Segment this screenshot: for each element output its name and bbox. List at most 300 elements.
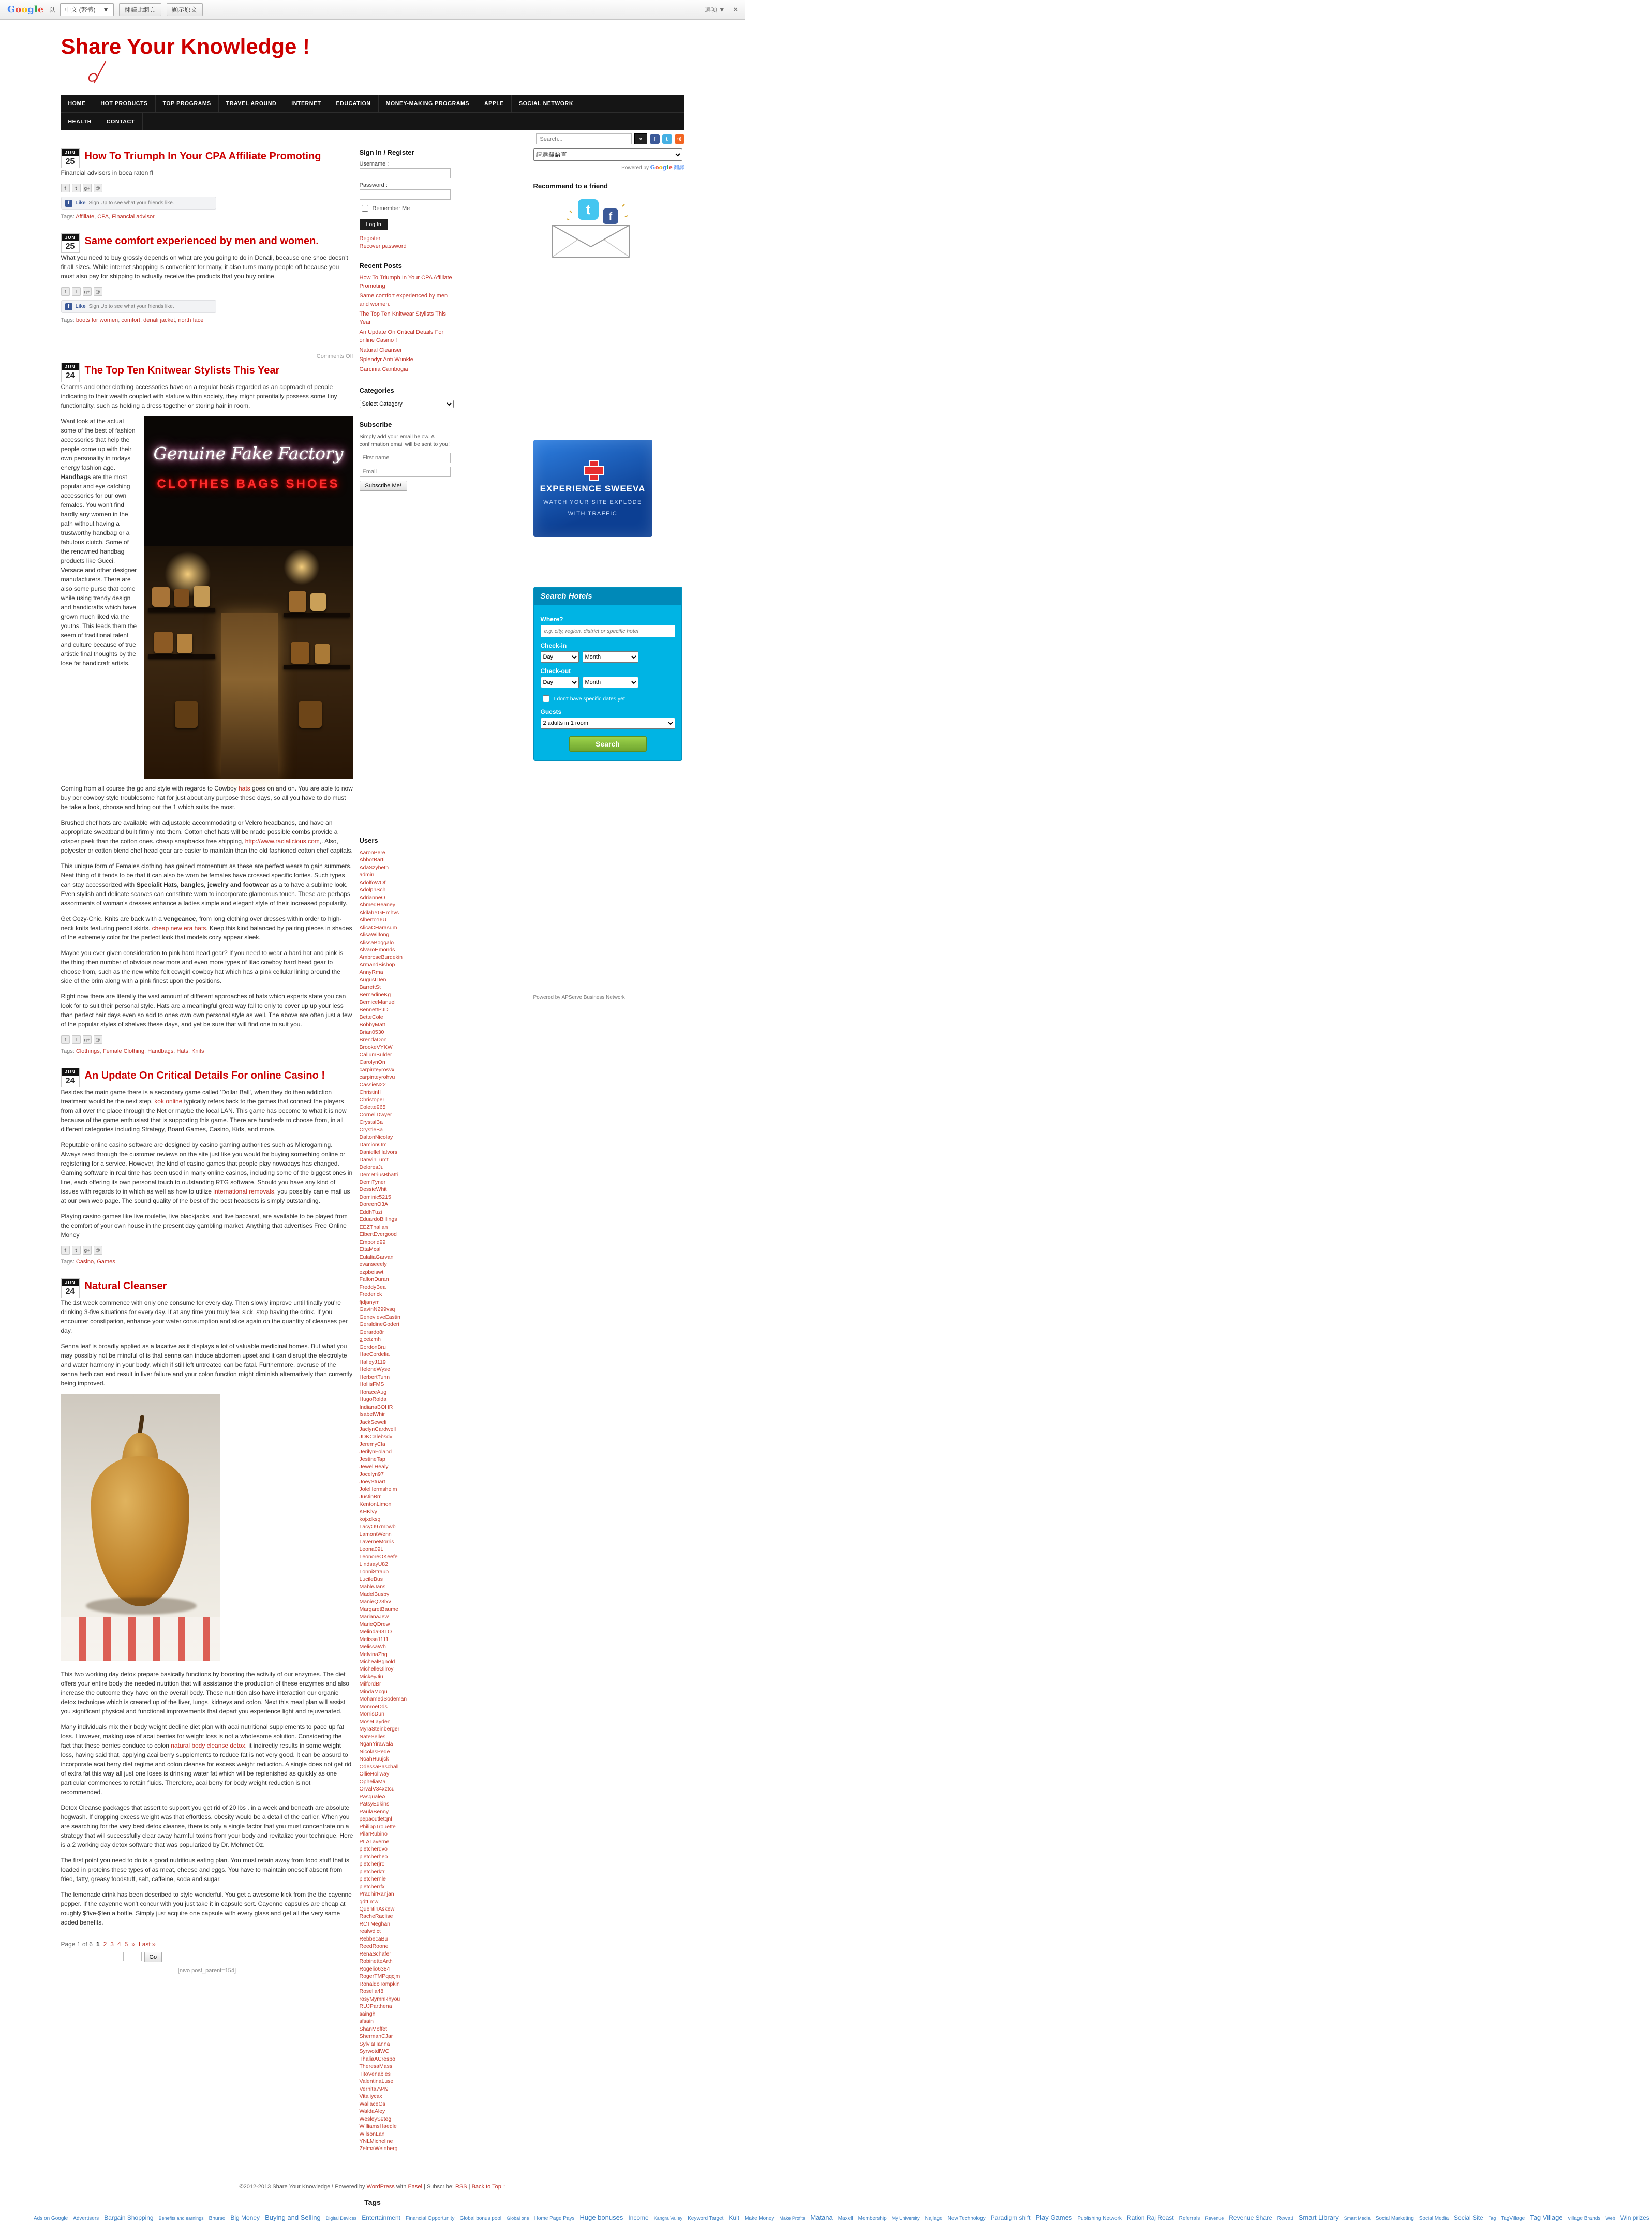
user-link[interactable]: Vernita7949 [359,2085,389,2092]
user-link[interactable]: WesleyS9teg [359,2115,392,2122]
user-link[interactable]: JestineTap [359,1456,385,1463]
user-link[interactable]: EduardoBillings [359,1216,397,1223]
translate-language-select[interactable] [60,3,113,16]
footer-tag-link[interactable]: Maxell [838,2216,853,2222]
register-link[interactable]: Register [359,235,381,242]
user-link[interactable]: JeremyCla [359,1441,385,1448]
user-link[interactable]: GeraldineGoderi [359,1321,399,1328]
user-link[interactable]: Emporid99 [359,1239,386,1245]
category-select[interactable] [360,400,454,408]
footer-tag-link[interactable]: Big Money [230,2214,260,2222]
facebook-share-icon[interactable]: f [61,287,70,296]
footer-tag-link[interactable]: Win prizes [1620,2214,1649,2222]
user-link[interactable]: PradhirRanjan [359,1891,394,1898]
footer-tag-link[interactable]: Ads on Google [34,2216,68,2222]
footer-tag-link[interactable]: Play Games [1035,2214,1073,2222]
user-link[interactable]: LaverneMorris [359,1539,394,1545]
user-link[interactable]: Gerardo8r [359,1329,384,1335]
mail-share-icon[interactable]: @ [94,184,102,192]
user-link[interactable]: ManieQ23lxv [359,1599,391,1605]
password-input[interactable] [360,189,451,200]
user-link[interactable]: WilliamsHaedle [359,2123,397,2130]
footer-tag-link[interactable]: Income [628,2214,649,2222]
user-link[interactable]: JDKCalebsdv [359,1434,393,1440]
user-link[interactable]: realwdict [359,1928,381,1935]
user-link[interactable]: MichelleGilroy [359,1666,394,1673]
user-link[interactable]: MelissaWh [359,1644,386,1650]
user-link[interactable]: RebbecaBu [359,1935,388,1942]
user-link[interactable]: Rosella48 [359,1988,384,1995]
gplus-share-icon[interactable]: g+ [83,1246,92,1255]
user-link[interactable]: MohamedSodeman [359,1696,407,1703]
footer-tag-link[interactable]: Kangra Valley [653,2216,683,2221]
user-link[interactable]: pepaoutletqnl [359,1816,392,1823]
user-link[interactable]: Rogelio6384 [359,1965,390,1972]
user-link[interactable]: fjdjanym [359,1299,380,1305]
user-link[interactable]: MorrisDun [359,1711,384,1718]
user-link[interactable]: ArmandBishop [359,961,395,968]
tag-link[interactable]: Clothings [76,1048,100,1054]
user-link[interactable]: AdaSzybeth [359,864,389,871]
user-link[interactable]: PhilippTrouette [359,1823,396,1830]
twitter-icon[interactable]: t [662,134,672,144]
gplus-share-icon[interactable]: g+ [83,287,92,296]
post-title[interactable]: The Top Ten Knitwear Stylists This Year [84,365,280,376]
user-link[interactable]: RonaldoTompkin [359,1980,400,1987]
user-link[interactable]: MarieQDrew [359,1621,390,1628]
recommend-envelope-graphic[interactable] [533,195,650,262]
user-link[interactable]: pletcherrfx [359,1883,385,1890]
user-link[interactable]: LeonoreOKeefe [359,1554,398,1560]
post-title[interactable]: An Update On Critical Details For online Casino ! [84,1070,325,1081]
user-link[interactable]: LucileBus [359,1576,383,1583]
apserve-credit[interactable]: Powered by APServe Business Network [533,995,625,1001]
footer-tag-link[interactable]: Membership [858,2216,887,2222]
user-link[interactable]: BernadineKg [359,991,391,998]
user-link[interactable]: pletcherdvo [359,1846,388,1853]
user-link[interactable]: MonroeDds [359,1703,388,1710]
user-link[interactable]: NicolasPede [359,1748,390,1755]
tag-link[interactable]: Casino [76,1259,94,1265]
user-link[interactable]: GordonBru [359,1344,386,1350]
user-link[interactable]: FreddyBea [359,1284,386,1290]
user-link[interactable]: AkilahYGHmhvs [359,909,399,916]
tag-link[interactable]: , Female Clothing [100,1048,144,1054]
user-link[interactable]: CornellDwyer [359,1111,392,1118]
user-link[interactable]: FallonDuran [359,1276,389,1283]
footer-tag-link[interactable]: Najlage [925,2216,943,2222]
user-link[interactable]: MickeyJiu [359,1673,383,1680]
user-link[interactable]: SylviaHanna [359,2040,390,2047]
user-link[interactable]: ReedRoone [359,1943,389,1950]
user-link[interactable]: TitoVenables [359,2070,391,2077]
user-link[interactable]: HaeCordelia [359,1351,390,1358]
checkin-month-select[interactable] [583,651,638,663]
checkout-day-select[interactable] [541,677,579,688]
user-link[interactable]: Colette965 [359,1104,386,1111]
user-link[interactable]: JoeyStuart [359,1479,385,1485]
footer-tag-link[interactable]: Kult [728,2214,740,2222]
user-link[interactable]: DessieWhit [359,1186,387,1193]
inline-link[interactable]: Easel [408,2183,422,2190]
user-link[interactable]: GenevieveEastin [359,1314,400,1320]
user-link[interactable]: CrystleBa [359,1126,383,1133]
user-link[interactable]: HugoRolda [359,1396,387,1403]
recent-post-link[interactable]: An Update On Critical Details For online Casino ! [359,329,444,344]
tag-link[interactable]: Affiliate [76,214,95,220]
page-jump-input[interactable] [123,1952,142,1961]
user-link[interactable]: BrendaDon [359,1036,387,1043]
user-link[interactable]: Alberto16U [359,917,387,923]
user-link[interactable]: AlisaWilfong [359,932,390,938]
recent-post-link[interactable]: Splendyr Anti Wrinkle [359,356,413,363]
inline-link[interactable]: http://www.racialicious.com [245,838,320,845]
footer-tag-link[interactable]: Social Site [1454,2214,1483,2222]
user-link[interactable]: DaltonNicolay [359,1134,393,1141]
inline-link[interactable]: international removals [213,1188,274,1195]
user-link[interactable]: DoreenO3A [359,1201,388,1208]
footer-tag-link[interactable]: Social Marketing [1375,2216,1414,2222]
twitter-share-icon[interactable]: t [72,1246,81,1255]
user-link[interactable]: BarrettSt [359,984,381,991]
user-link[interactable]: evanseeely [359,1261,387,1268]
user-link[interactable]: HollisFMS [359,1381,384,1388]
user-link[interactable]: RenaSchafer [359,1950,391,1957]
nav-item[interactable]: APPLE [477,95,512,112]
facebook-share-icon[interactable]: f [61,184,70,192]
inline-link[interactable]: cheap new era hats [152,924,206,932]
tag-link[interactable]: , Games [94,1259,115,1265]
footer-tag-link[interactable]: Social Media [1419,2216,1449,2222]
user-link[interactable]: AnnyRma [359,969,383,976]
footer-tag-link[interactable]: Web [1605,2216,1615,2221]
mail-share-icon[interactable]: @ [94,287,102,296]
user-link[interactable]: ElbertEvergood [359,1231,397,1238]
user-link[interactable]: OrvalV34xztcu [359,1786,395,1793]
user-link[interactable]: PatsyEdkins [359,1801,390,1808]
user-link[interactable]: NganYirawala [359,1741,393,1748]
user-link[interactable]: TheresaMass [359,2063,393,2070]
user-link[interactable]: PilarRubino [359,1831,388,1838]
user-link[interactable]: QuentinAskew [359,1905,395,1912]
user-link[interactable]: LindsayU82 [359,1561,388,1568]
user-link[interactable]: EulaliaGarvan [359,1254,394,1260]
user-link[interactable]: LonniStraub [359,1569,389,1575]
user-link[interactable]: Brian0530 [359,1029,384,1036]
user-link[interactable]: SyrwotdlWC [359,2048,390,2055]
remember-me-checkbox[interactable] [362,205,368,212]
user-link[interactable]: HalleyJ119 [359,1359,386,1365]
user-link[interactable]: MadelBusby [359,1591,390,1598]
footer-tag-link[interactable]: Bhurse [209,2216,226,2222]
mail-share-icon[interactable]: @ [94,1246,102,1255]
footer-tag-link[interactable]: Financial Opportunity [406,2216,455,2222]
recent-post-link[interactable]: Same comfort experienced by men and women. [359,292,448,307]
user-link[interactable]: carpinteyrohvu [359,1074,395,1081]
footer-tag-link[interactable]: New Technology [947,2216,986,2222]
firstname-input[interactable] [360,453,451,463]
user-link[interactable]: KentonLimon [359,1501,392,1508]
user-link[interactable]: JewellHealy [359,1464,389,1470]
footer-tag-link[interactable]: Make Money [745,2216,775,2222]
footer-tag-link[interactable]: My University [891,2216,920,2221]
user-link[interactable]: HoraceAug [359,1389,387,1395]
user-link[interactable]: gjceizmh [359,1336,381,1343]
user-link[interactable]: pletchernle [359,1876,386,1883]
user-link[interactable]: ShanMoffet [359,2025,388,2032]
user-link[interactable]: DamionOm [359,1141,387,1148]
nav-item[interactable]: TOP PROGRAMS [156,95,219,112]
user-link[interactable]: JaclynCardwell [359,1426,396,1433]
user-link[interactable]: MableJans [359,1584,386,1590]
user-link[interactable]: MilfordBr [359,1681,381,1688]
user-link[interactable]: EddhTuzi [359,1209,382,1215]
user-link[interactable]: ValentinaLuse [359,2078,394,2085]
twitter-share-icon[interactable]: t [72,1035,81,1044]
user-link[interactable]: WallaceOs [359,2100,385,2107]
user-link[interactable]: IsabelWhir [359,1411,385,1418]
user-link[interactable]: qdtLmw [359,1898,379,1905]
post-title[interactable]: Natural Cleanser [84,1280,167,1292]
user-link[interactable]: MelvinaZhg [359,1651,388,1658]
user-link[interactable]: ZelmaWeinberg [359,2145,398,2152]
user-link[interactable]: DarwinLumt [359,1156,389,1163]
recent-post-link[interactable]: The Top Ten Knitwear Stylists This Year [359,310,447,325]
rss-icon[interactable]: •)) [675,134,684,144]
footer-tag-link[interactable]: Publishing Network [1077,2216,1122,2222]
footer-tag-link[interactable]: Digital Devices [325,2216,357,2221]
tag-link[interactable]: , Hats [173,1048,188,1054]
language-select[interactable] [533,148,682,161]
tag-link[interactable]: , Financial advisor [109,214,155,220]
inline-link[interactable]: hats [239,785,250,792]
footer-tag-link[interactable]: Bargain Shopping [104,2214,154,2222]
user-link[interactable]: pletcherktr [359,1868,385,1875]
user-link[interactable]: LamontWenn [359,1531,392,1538]
user-link[interactable]: HeleneWyse [359,1366,390,1373]
user-link[interactable]: PasqualeA [359,1793,386,1800]
no-dates-checkbox[interactable] [543,695,549,702]
user-link[interactable]: Melinda93TO [359,1629,392,1635]
user-link[interactable]: AugustDen [359,976,386,983]
user-link[interactable]: EttaMcall [359,1246,382,1253]
twitter-share-icon[interactable]: t [72,287,81,296]
last-page-link[interactable]: Last » [139,1941,156,1948]
user-link[interactable]: BobbyMatt [359,1021,385,1028]
user-link[interactable]: JerilynFoland [359,1449,392,1455]
translate-options-menu[interactable]: 選項 ▼ [705,6,725,13]
search-button[interactable]: » [634,133,647,144]
footer-tag-link[interactable]: Referrals [1179,2216,1200,2222]
user-link[interactable]: BrookeVYKW [359,1044,393,1051]
footer-tag-link[interactable]: Tag Village [1530,2214,1563,2222]
tag-link[interactable]: , denali jacket [140,317,175,323]
user-link[interactable]: AbbotBarti [359,857,385,863]
nav-item[interactable]: HOT PRODUCTS [93,95,155,112]
recent-post-link[interactable]: How To Triumph In Your CPA Affiliate Promoting [359,275,452,289]
footer-tag-link[interactable]: Tag [1488,2216,1496,2221]
hotel-where-input[interactable] [541,625,675,637]
footer-tag-link[interactable]: Ration Raj Roast [1126,2214,1174,2222]
user-link[interactable]: AlicaCHarasum [359,924,397,931]
user-link[interactable]: OdessaPaschall [359,1763,399,1770]
checkout-month-select[interactable] [583,677,638,688]
user-link[interactable]: CallumBulder [359,1051,392,1058]
user-link[interactable]: GavinN299vsq [359,1306,395,1313]
recent-post-link[interactable]: Garcinia Cambogia [359,366,408,373]
user-link[interactable]: admin [359,872,375,878]
nav-item[interactable]: SOCIAL NETWORK [512,95,581,112]
page-5-link[interactable]: 5 [124,1941,128,1948]
twitter-share-icon[interactable]: t [72,184,81,192]
user-link[interactable]: MargaretBaume [359,1606,398,1613]
page-3-link[interactable]: 3 [110,1941,114,1948]
next-page-link[interactable]: » [131,1941,136,1948]
user-link[interactable]: ThaliaACrespo [359,2055,395,2062]
post-title[interactable]: How To Triumph In Your CPA Affiliate Promoting [84,151,321,162]
user-link[interactable]: MindaMcqu [359,1688,388,1695]
tag-link[interactable]: boots for women [76,317,118,323]
user-link[interactable]: MarianaJew [359,1614,389,1620]
recent-post-link[interactable]: Natural Cleanser [359,347,403,353]
user-link[interactable]: OpheliaMa [359,1778,386,1785]
user-link[interactable]: CrystalBa [359,1119,383,1126]
facebook-share-icon[interactable]: f [61,1035,70,1044]
user-link[interactable]: rosyMymnRhyou [359,1995,400,2002]
user-link[interactable]: JustinBrr [359,1494,381,1500]
translate-page-button[interactable]: 翻譯此網頁 [119,3,161,16]
user-link[interactable]: AhmedHeaney [359,902,395,908]
user-link[interactable]: BerniceManuel [359,999,396,1006]
user-link[interactable]: AdolphSch [359,887,386,893]
login-button[interactable]: Log In [360,219,388,230]
close-icon[interactable]: × [733,5,738,14]
user-link[interactable]: saingh [359,2010,376,2017]
user-link[interactable]: RobinetteArth [359,1958,393,1965]
user-link[interactable]: MoseLayden [359,1718,391,1725]
user-link[interactable]: RogerTMPqqcjm [359,1973,400,1980]
user-link[interactable]: Christoper [359,1096,384,1103]
fb-like-button[interactable]: Like [75,304,86,309]
user-link[interactable]: AdrianneO [359,894,385,901]
inline-link[interactable]: Back to Top ↑ [471,2183,506,2190]
footer-tag-link[interactable]: Home Page Pays [534,2216,575,2222]
nav-item[interactable]: EDUCATION [329,95,379,112]
inline-link[interactable]: RSS [455,2183,467,2190]
footer-tag-link[interactable]: Global one [507,2216,529,2221]
user-link[interactable]: IndianaBOHR [359,1404,393,1410]
footer-tag-link[interactable]: Advertisers [73,2216,99,2222]
user-link[interactable]: NoahHuujck [359,1756,389,1763]
user-link[interactable]: EEZThallan [359,1224,388,1230]
user-link[interactable]: RCTMeghan [359,1920,391,1927]
tag-link[interactable]: , Handbags [144,1048,173,1054]
nav-item[interactable]: TRAVEL AROUND [219,95,284,112]
user-link[interactable]: kojxdksg [359,1516,381,1523]
user-link[interactable]: Dominic5215 [359,1194,391,1200]
user-link[interactable]: AdolfoWOf [359,879,386,886]
user-link[interactable]: AmbroseBurdekin [359,954,403,961]
user-link[interactable]: Vitaliycax [359,2093,382,2100]
nav-item[interactable]: CONTACT [99,113,143,130]
footer-tag-link[interactable]: Rewatt [1277,2216,1293,2222]
user-link[interactable]: pletcherjrc [359,1861,384,1868]
footer-tag-link[interactable]: Revenue Share [1229,2214,1272,2222]
gplus-share-icon[interactable]: g+ [83,184,92,192]
fb-like-button[interactable]: Like [75,200,86,206]
guests-select[interactable] [541,718,675,729]
user-link[interactable]: Frederick [359,1291,382,1298]
user-link[interactable]: DanielleHalvors [359,1149,398,1156]
user-link[interactable]: DemetriusBhatti [359,1171,398,1178]
search-input[interactable] [536,133,632,144]
user-link[interactable]: PaulaBenny [359,1808,389,1815]
user-link[interactable]: HerbertTunn [359,1374,390,1380]
recover-password-link[interactable]: Recover password [359,243,407,249]
nav-item[interactable]: HOME [61,95,94,112]
facebook-share-icon[interactable]: f [61,1246,70,1255]
footer-tag-link[interactable]: Revenue [1205,2216,1224,2221]
site-title[interactable]: Share Your Knowledge ! [61,34,310,58]
user-link[interactable]: ChristinH [359,1089,382,1096]
tag-link[interactable]: , comfort [118,317,140,323]
footer-tag-link[interactable]: Buying and Selling [265,2214,321,2222]
footer-tag-link[interactable]: Make Profits [779,2216,806,2221]
tag-link[interactable]: , north face [175,317,203,323]
user-link[interactable]: JackSeweli [359,1419,387,1425]
user-link[interactable]: MyraSteinberger [359,1726,400,1733]
nav-item[interactable]: MONEY-MAKING PROGRAMS [379,95,477,112]
tag-link[interactable]: , CPA [94,214,109,220]
footer-tag-link[interactable]: Paradigm shift [990,2214,1031,2222]
subscribe-email-input[interactable] [360,467,451,477]
user-link[interactable]: NateSelles [359,1733,386,1740]
user-link[interactable]: OllieHollway [359,1771,390,1778]
user-link[interactable]: WilsonLan [359,2130,385,2137]
user-link[interactable]: ezpbeiswt [359,1269,384,1275]
footer-tag-link[interactable]: Entertainment [362,2214,401,2222]
user-link[interactable]: Jocelyn97 [359,1471,384,1478]
user-link[interactable]: MichealBgnold [359,1659,395,1665]
user-link[interactable]: WaldaAley [359,2108,385,2115]
hotel-search-button[interactable]: Search [569,736,647,752]
footer-tag-link[interactable]: Global bonus pool [459,2216,502,2222]
footer-tag-link[interactable]: TagVillage [1501,2216,1525,2222]
user-link[interactable]: Leona09L [359,1546,384,1553]
facebook-icon[interactable]: f [650,134,660,144]
user-link[interactable]: LacyO97mbwb [359,1524,396,1530]
user-link[interactable]: pletcherheo [359,1853,388,1860]
tag-link[interactable]: , Knits [188,1048,204,1054]
footer-tag-link[interactable]: Smart Media [1344,2216,1371,2221]
nav-item[interactable]: HEALTH [61,113,99,130]
user-link[interactable]: RUJParthena [359,2003,392,2010]
mail-share-icon[interactable]: @ [94,1035,102,1044]
sweeva-ad[interactable] [533,440,652,537]
page-jump-go-button[interactable]: Go [144,1952,162,1962]
user-link[interactable]: CarolynOn [359,1059,385,1066]
user-link[interactable]: DeloresJu [359,1164,384,1171]
checkin-day-select[interactable] [541,651,579,663]
show-original-button[interactable]: 顯示原文 [167,3,203,16]
page-2-link[interactable]: 2 [103,1941,107,1948]
user-link[interactable]: PLALaverne [359,1838,390,1845]
user-link[interactable]: AlissaBoggalo [359,939,394,946]
inline-link[interactable]: kok online [154,1098,183,1105]
username-input[interactable] [360,168,451,178]
footer-tag-link[interactable]: Matana [810,2214,833,2222]
post-title[interactable]: Same comfort experienced by men and women. [84,235,319,247]
